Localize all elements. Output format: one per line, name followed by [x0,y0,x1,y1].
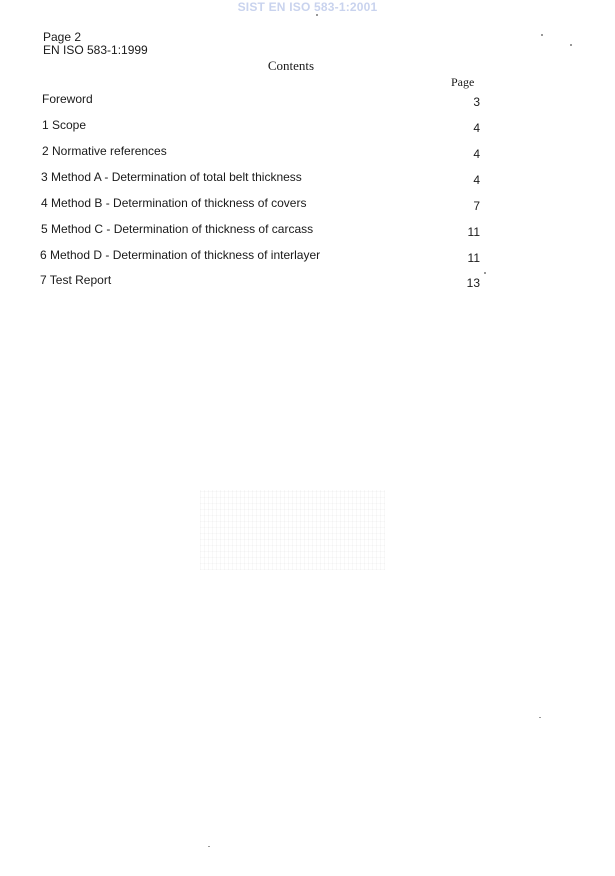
toc-entry-title: 1 Scope [42,118,87,132]
toc-entry-page: 7 [473,199,480,213]
toc-entry-method-a [0,170,615,186]
scan-speck [316,14,318,16]
toc-entry-scope [0,118,615,134]
toc-entry-foreword [0,92,615,108]
toc-entry-title: 7 Test Report [40,273,112,287]
toc-entry-normative-references [0,144,615,160]
scan-speck [539,717,541,718]
toc-entry-test-report [0,273,615,289]
scan-speck [541,34,543,36]
toc-entry-page: 4 [473,121,480,135]
page-number: Page 2 [43,30,82,44]
toc-entry-title: Foreword [42,92,93,106]
toc-entry-page: 13 [466,276,480,290]
scan-speck [570,44,572,46]
toc-entry-page: 11 [467,225,480,239]
toc-entry-method-b [0,196,615,212]
toc-entry-page: 4 [473,173,480,187]
toc-entry-title: 4 Method B - Determination of thickness of covers [41,196,307,210]
scan-speck [208,846,210,847]
toc-entry-method-c [0,222,615,238]
toc-entry-title: 5 Method C - Determination of thickness of carcass [41,222,314,236]
watermark: SIST EN ISO 583-1:2001 [237,0,378,14]
toc-entry-method-d [0,248,615,264]
toc-entry-page: 4 [473,147,480,161]
toc-entry-title: 2 Normative references [42,144,167,158]
toc-entry-page: 11 [467,251,480,265]
toc-entry-title: 6 Method D - Determination of thickness of interlayer [40,248,321,262]
standard-reference: EN ISO 583-1:1999 [43,43,148,57]
page-column-label: Page [451,75,475,89]
contents-heading: Contents [267,58,315,73]
toc-entry-page: 3 [473,95,480,109]
toc-entry-title: 3 Method A - Determination of total belt thickness [41,170,302,184]
scan-noise [200,490,385,570]
scan-speck [484,272,486,274]
